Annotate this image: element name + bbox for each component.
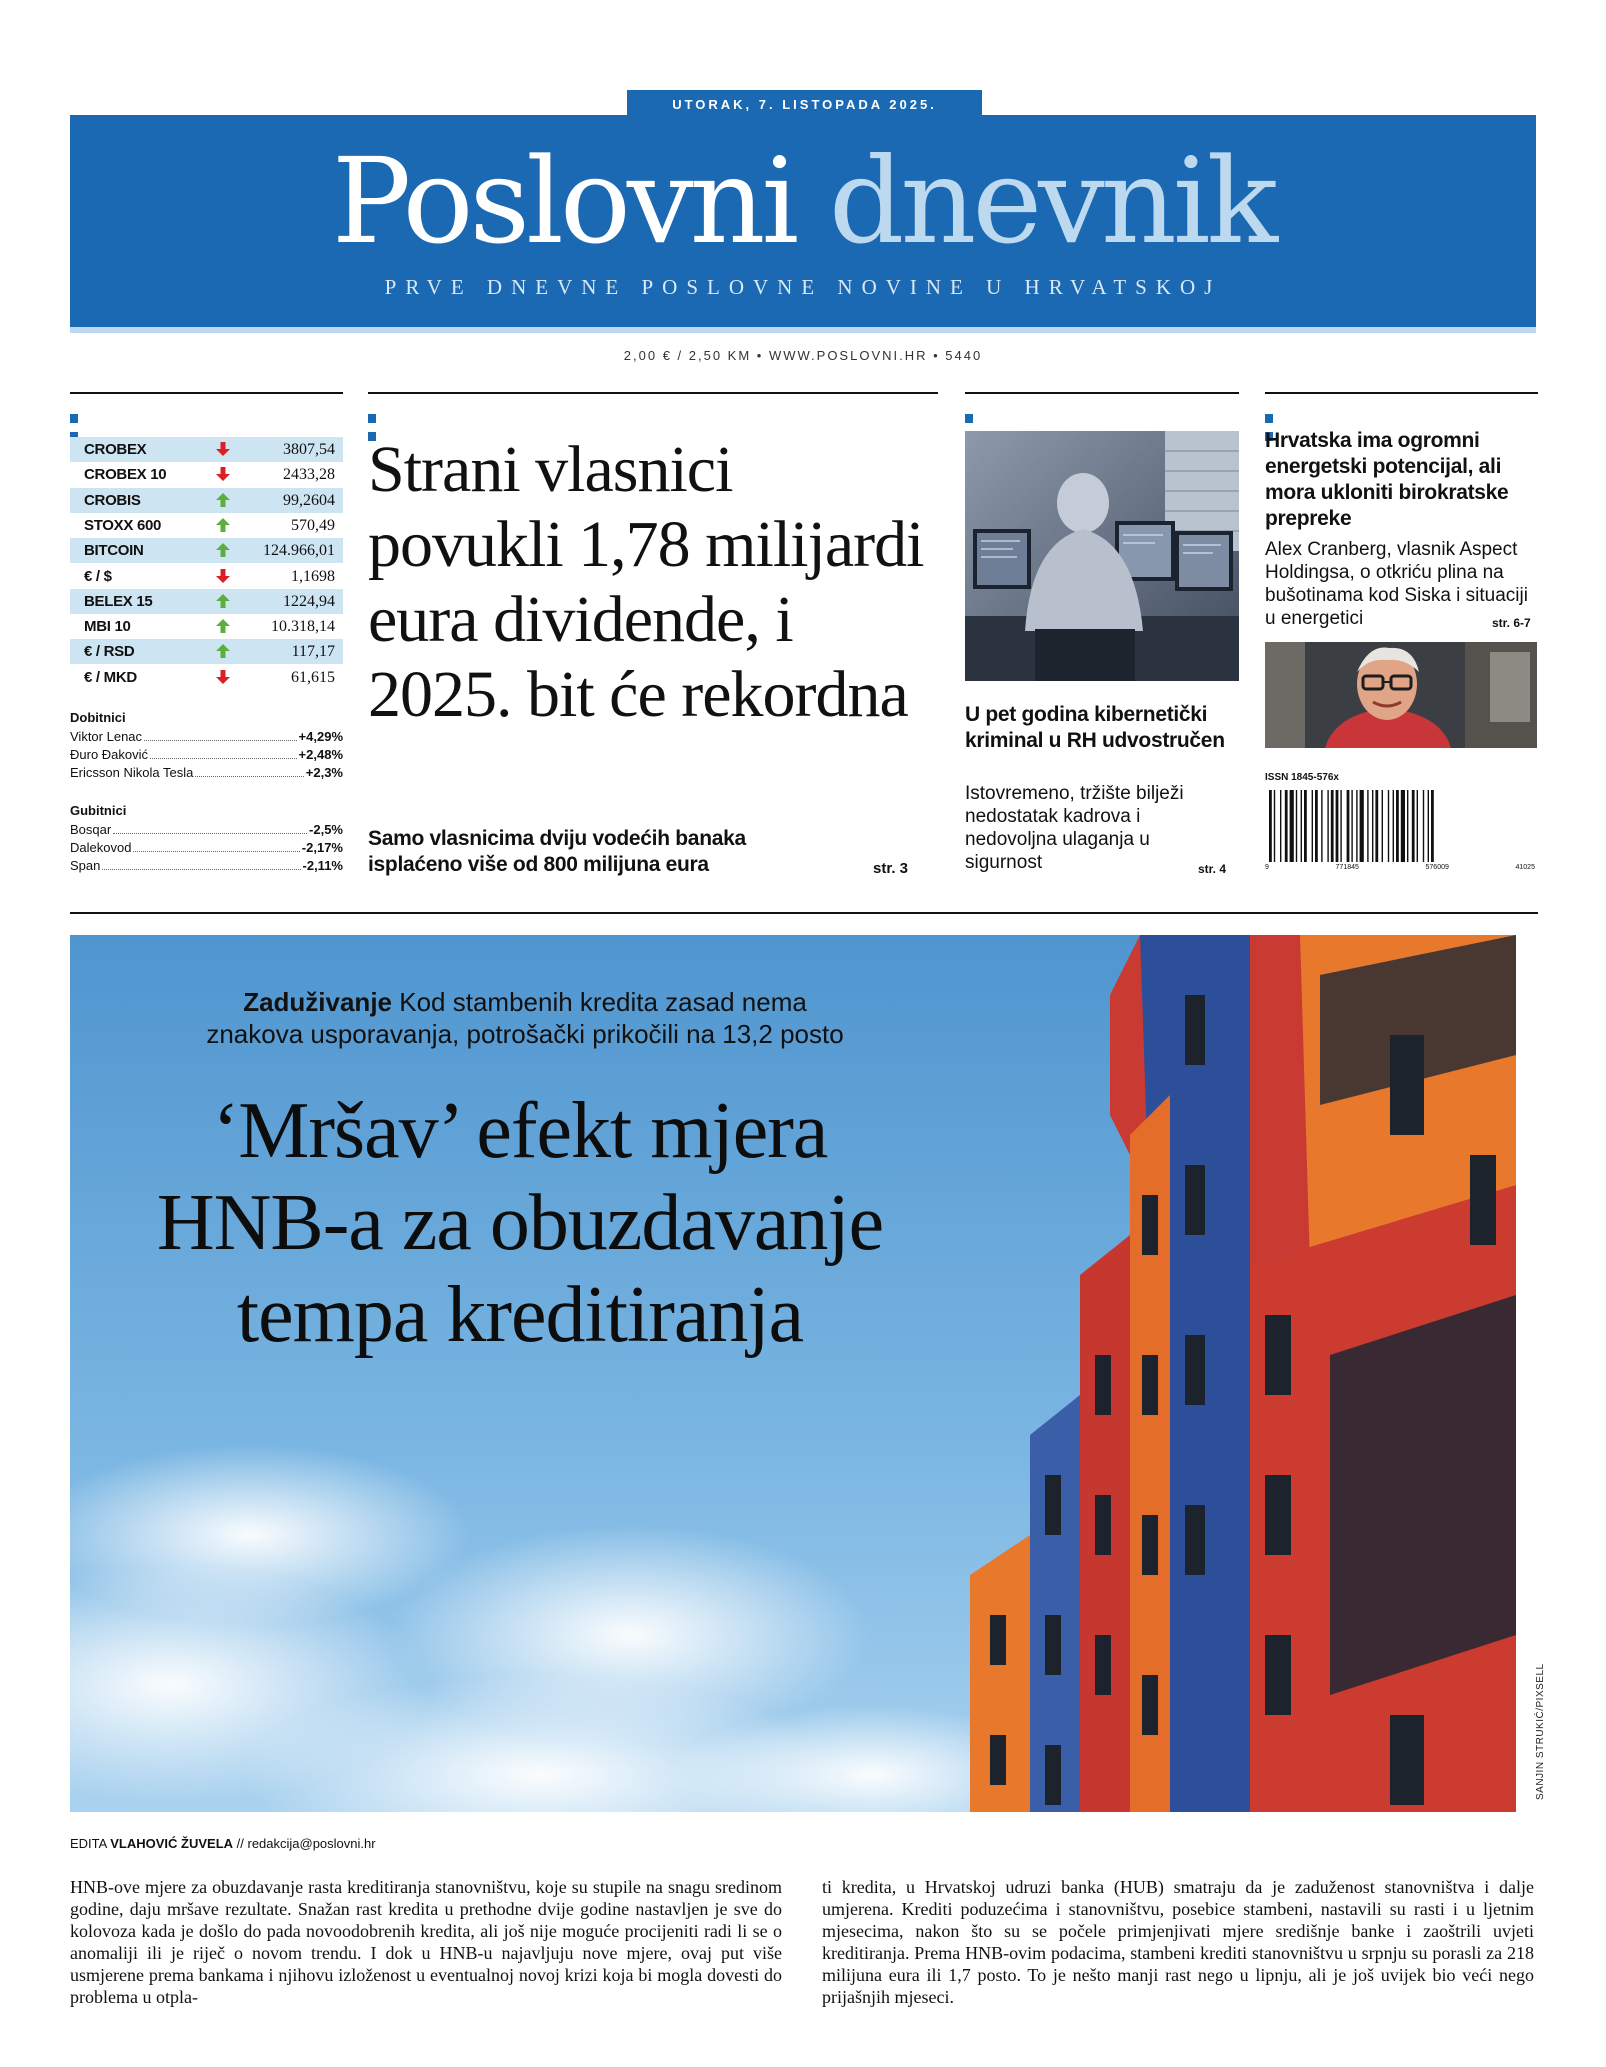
market-value: 10.318,14 [271,618,335,636]
mover-name: Viktor Lenac [70,729,143,744]
barcode-digit: 9 [1265,864,1269,871]
logo-word-2: dnevnik [828,132,1275,270]
masthead-banner [70,115,1536,327]
logo-word-1: Poslovni [331,132,796,270]
mover-name: Dalekovod [70,840,132,855]
barcode-digit: 576009 [1425,864,1449,871]
mover-name: Span [70,858,101,873]
byline-separator: // [233,1836,248,1851]
cyber-summary: Istovremeno, tržište bilježi nedostatak kadrova i nedovoljna ulaganja u sigurnost [965,783,1184,873]
cover-headline[interactable]: ‘Mršav’ efekt mjera HNB-a za obuzdavanje tempa kreditiranja [156,1087,884,1359]
leader-dots [102,857,300,870]
energy-headline[interactable]: Hrvatska ima ogromni energetski potencijal, ali mora ukloniti birokratske prepreke [1265,429,1509,530]
market-name: CROBIS [84,491,141,509]
mover-value: -2,17% [301,840,343,855]
cover-divider [70,912,1538,914]
barcode-digits [1265,864,1535,871]
market-name: STOXX 600 [84,516,162,534]
loser-row [70,821,343,839]
cover-image[interactable] [70,935,1516,1812]
gainer-row [70,728,343,746]
market-row [70,488,343,513]
market-value: 61,615 [291,668,335,686]
byline-prefix: EDITA [70,1836,107,1851]
market-row [70,614,343,639]
market-row [70,665,343,690]
byline-email[interactable]: redakcija@poslovni.hr [247,1836,376,1851]
issn-label: ISSN 1845-576x [1265,772,1339,783]
cyber-page-ref: str. 4 [1198,862,1227,876]
market-name: BITCOIN [84,542,144,560]
section-rule [368,392,938,394]
mover-value: +2,3% [305,765,343,780]
gainer-row [70,746,343,764]
hacker-image[interactable] [965,431,1239,681]
barcode-icon [1265,790,1535,872]
section-rule [70,392,343,394]
photo-credit: SANJIN STRUKIĆ/PIXSELL [1535,1663,1546,1800]
masthead-logo[interactable] [70,121,1536,281]
market-row [70,513,343,538]
loser-row [70,857,343,875]
section-marker-icon [965,410,985,419]
mover-value: +2,48% [298,747,343,762]
leader-dots [150,746,297,759]
leader-dots [195,764,303,777]
market-name: CROBEX 10 [84,466,167,484]
market-value: 3807,54 [283,441,335,458]
section-marker-icon [368,410,388,419]
market-name: € / RSD [84,643,135,661]
market-value: 117,17 [291,643,335,661]
masthead-tagline: PRVE DNEVNE POSLOVNE NOVINE U HRVATSKOJ [384,275,1222,299]
masthead-divider [70,327,1536,333]
issue-date: UTORAK, 7. LISTOPADA 2025. [627,90,982,120]
market-value: 124.966,01 [263,542,335,560]
price-line: 2,00 € / 2,50 KM • WWW.POSLOVNI.HR • 5440 [623,348,983,363]
byline-author: VLAHOVIĆ ŽUVELA [110,1836,234,1851]
energy-summary: Alex Cranberg, vlasnik Aspect Holdingsa, o otkriću plina na bušotinama kod Siska i situaciji u energetici [1265,539,1528,629]
market-value: 1,1698 [291,567,335,585]
portrait-image[interactable] [1265,642,1537,748]
section-marker-icon [1265,410,1285,419]
mover-value: -2,11% [302,858,343,873]
section-marker-icon [70,410,90,419]
leader-dots [133,839,299,852]
mover-value: +4,29% [298,729,343,744]
market-value: 1224,94 [283,592,335,610]
lead-headline[interactable]: Strani vlasnici povukli 1,78 milijardi eura dividende, i 2025. bit će rekordna [368,433,924,731]
market-value: 99,2604 [283,491,335,509]
kicker-text: Kod stambenih kredita zasad nema znakova usporavanja, potrošački prikočili na 13,2 posto [206,987,844,1049]
kicker-label: Zaduživanje [243,987,393,1017]
mover-value: -2,5% [309,822,343,837]
body-column-1: HNB-ove mjere za obuzdavanje rasta kreditiranja stanovništvu, koje su stupile na snagu sredinom godine, daju mršave rezultate. Snažan rast kredita u prethodne dvije godine nastavljen je sve do kolovoza kada je došlo do pada novoodobrenih kredita, ali još nije moguće procijeniti radi li se o anomaliji ili je riječ o novom trendu. I dok u HNB-u najavljuju nove mjere, ovaj put više usmjerene prema bankama i njihovu izloženost u eventualnoj novoj krizi koja bi mogla dovesti do problema u otpla- [70,1877,782,2007]
market-name: € / MKD [84,668,137,686]
market-value: 570,49 [291,516,335,534]
leader-dots [144,728,297,741]
market-name: MBI 10 [84,618,131,636]
lead-subheadline: Samo vlasnicima dviju vodećih banaka isplaćeno više od 800 milijuna eura [368,827,746,876]
market-row [70,437,343,462]
lead-page-ref: str. 3 [873,860,909,877]
market-row [70,564,343,589]
market-row [70,589,343,614]
loser-row [70,839,343,857]
barcode-digit: 771845 [1335,864,1359,871]
energy-page-ref: str. 6-7 [1492,616,1531,630]
mover-name: Đuro Đaković [70,747,149,762]
barcode-digit: 41025 [1515,864,1535,871]
market-row [70,538,343,563]
market-row [70,639,343,664]
market-name: BELEX 15 [84,592,153,610]
gainer-row [70,764,343,782]
market-value: 2433,28 [283,466,335,484]
cover-kicker [205,986,845,1050]
section-rule [965,392,1239,394]
mover-name: Bosqar [70,822,112,837]
gainers-heading: Dobitnici [70,710,126,725]
mover-name: Ericsson Nikola Tesla [70,765,194,780]
losers-heading: Gubitnici [70,803,127,818]
cyber-headline[interactable]: U pet godina kibernetički kriminal u RH udvostručen [965,703,1225,752]
market-name: CROBEX [84,441,147,458]
byline [70,1836,376,1851]
market-row [70,462,343,487]
section-rule [1265,392,1538,394]
leader-dots [113,821,307,834]
body-column-2: ti kredita, u Hrvatskoj udruzi banka (HUB) smatraju da je zaduženost stanovništva i dalje umjerena. Krediti poduzećima i stanovništvu, posebice stambeni, nastavili su rasti i u ljetnim mjesecima, nakon što su se počele primjenjivati mjere središnje banke i zaoštrili uvjeti kreditiranja. Prema HNB-ovim podacima, stambeni krediti stanovništvu u srpnju su porasli za 218 milijuna eura ili 1,7 posto. To je nešto manji rast nego u lipnju, ali je još uvijek bio veći nego prijašnjih mjeseci. [822,1877,1534,2007]
market-name: € / $ [84,567,112,585]
